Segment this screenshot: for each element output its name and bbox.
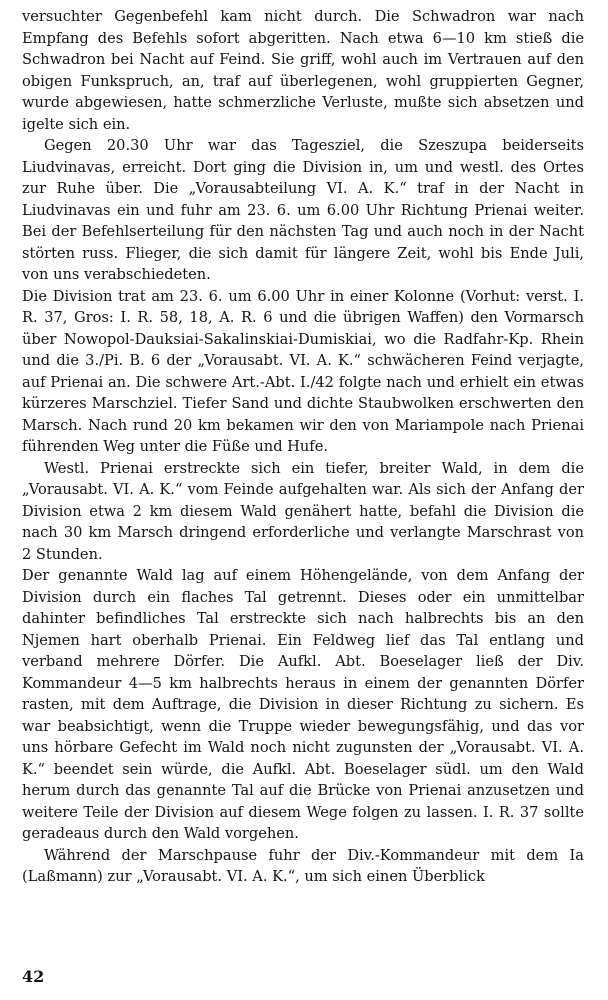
page-number: 42 bbox=[22, 967, 45, 986]
paragraph: Während der Marschpause fuhr der Div.-Kommandeur mit dem Ia (Laßmann) zur „Vorausabt. VI. A. K.“, um sich einen Überblick bbox=[22, 846, 584, 885]
paragraph: versuchter Gegenbefehl kam nicht durch. Die Schwadron war nach Empfang des Befehls sofort abgeritten. Nach etwa 6—10 km stieß die Schwadron bei Nacht auf Feind. Sie griff, wohl auch im Vertrauen auf den obigen Funkspruch, an, traf auf überlegenen, wohl gruppierten Gegner, wurde abgewiesen, hatte schmerzliche Verluste, mußte sich absetzen und igelte sich ein. bbox=[22, 8, 584, 133]
body-text bbox=[22, 6, 584, 888]
paragraph: Gegen 20.30 Uhr war das Tagesziel, die Szeszupa beiderseits Liudvinavas, erreicht. Dort ging die Division in, um und westl. des Ortes zur Ruhe über. Die „Vorausabteilung VI. A. K.“ traf in der Nacht in Liudvinavas ein und fuhr am 23. 6. um 6.00 Uhr Richtung Prienai weiter. Bei der Befehlserteilung für den nächsten Tag und auch noch in der Nacht störten russ. Flieger, die sich damit für längere Zeit, wohl bis Ende Juli, von uns verabschiedeten. bbox=[22, 137, 584, 283]
paragraph: Westl. Prienai erstreckte sich ein tiefer, breiter Wald, in dem die „Vorausabt. VI. A. K.“ vom Feinde aufgehalten war. Als sich der Anfang der Division etwa 2 km diesem Wald genähert hatte, befahl die Division die nach 30 km Marsch dringend erforderliche und verlangte Marschrast von 2 Stunden. bbox=[22, 459, 584, 563]
paragraph: Die Division trat am 23. 6. um 6.00 Uhr in einer Kolonne (Vorhut: verst. I. R. 37, Gros: I. R. 58, 18, A. R. 6 und die übrigen Waffen) den Vormarsch über Nowopol-Dauksiai-Sakalinskiai-Dumiskiai, wo die Radfahr-Kp. Rhein und die 3./Pi. B. 6 der „Vorausabt. VI. A. K.“ schwächeren Feind verjagte, auf Prienai an. Die schwere Art.-Abt. I./42 folgte nach und erhielt ein etwas kürzeres Marschziel. Tiefer Sand und dichte Staubwolken erschwerten den Marsch. Nach rund 20 km bekamen wir den von Mariampole nach Prienai führenden Weg unter die Füße und Hufe. bbox=[22, 287, 584, 455]
paragraph: Der genannte Wald lag auf einem Höhengelände, von dem Anfang der Division durch ein flaches Tal getrennt. Dieses oder ein unmittelbar dahinter befindliches Tal erstreckte sich nach halbrechts bis an den Njemen hart oberhalb Prienai. Ein Feldweg lief das Tal entlang und verband mehrere Dörfer. Die Aufkl. Abt. Boeselager ließ der Div. Kommandeur 4—5 km halbrechts heraus in einem der genannten Dörfer rasten, mit dem Auftrage, die Division in dieser Richtung zu sichern. Es war beabsichtigt, wenn die Truppe wieder bewegungsfähig, und das vor uns hörbare Gefecht im Wald noch nicht zugunsten der „Vorausabt. VI. A. K.“ beendet sein würde, die Aufkl. Abt. Boeselager südl. um den Wald herum durch das genannte Tal auf die Brücke von Prienai anzusetzen und weitere Teile der Division auf diesem Wege folgen zu lassen. I. R. 37 sollte geradeaus durch den Wald vorgehen. bbox=[22, 567, 584, 842]
